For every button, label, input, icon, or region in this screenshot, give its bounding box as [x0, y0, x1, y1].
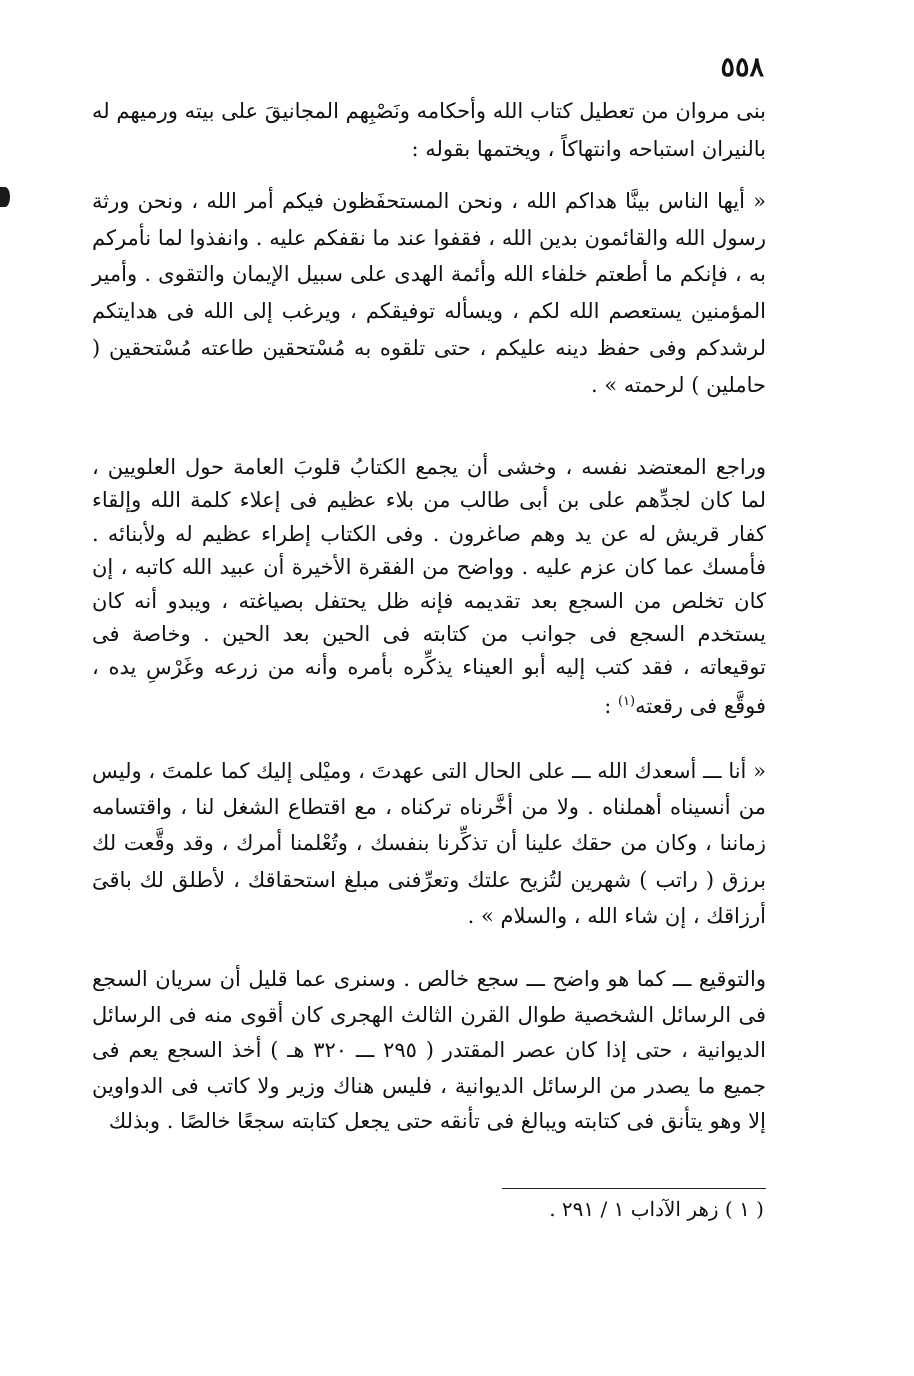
quoted-letter: « أيها الناس بينَّا هداكم الله ، ونحن المستحفَظون فيكم أمر الله ، ونحن ورثة رسول الله والقائمون بدين الله ، فقفوا عند ما نقفكم عليه . وانفذوا لما نأمركم به ، فإنكم ما أطعتم خلفاء الله وأئمة الهدى على سبيل الإيمان والتقوى . وأمير المؤمنين يستعصم الله لكم ، ويسأله توفيقكم ، ويرغب إلى الله فى هدايتكم لرشدكم وفى حفظ دينه عليكم ، حتى تلقوه به مُسْتحقين طاعته مُسْتحقين ( حاملين ) لرحمته » .: [92, 189, 766, 397]
footnote-reference: (١): [617, 693, 636, 709]
paragraph-3-colon: :: [604, 693, 618, 718]
paragraph-3: [92, 451, 766, 723]
footnote: ( ١ ) زهر الآداب ١ / ٢٩١ .: [549, 1197, 764, 1221]
paragraph-1: بنى مروان من تعطيل كتاب الله وأحكامه ونَصْبِهم المجانيقَ على بيته ورميهم له بالنيران استباحه وانتهاكاً ، ويختمها بقوله :: [92, 99, 766, 161]
footnote-divider: [502, 1188, 766, 1189]
paragraph-5: والتوقيع ـــ كما هو واضح ـــ سجع خالص . وسنرى عما قليل أن سريان السجع فى الرسائل الشخصية طوال القرن الثالث الهجرى كان أقوى منه فى الرسائل الديوانية ، حتى إذا كان عصر المقتدر ( ٢٩٥ ـــ ٣٢٠ هـ ) أخذ السجع يعم فى جميع ما يصدر من الرسائل الديوانية ، فليس هناك وزير ولا كاتب فى الدواوين إلا وهو يتأنق فى كتابته ويبالغ فى تأنقه حتى يجعل كتابته سجعًا خالصًا . وبذلك: [92, 967, 766, 1134]
page-number: ٥٥٨: [720, 52, 764, 83]
quoted-tawqi: « أنا ـــ أسعدك الله ـــ على الحال التى عهدتَ ، وميْلى إليك كما علمتَ ، وليس من أنسيناه أهملناه . ولا من أخَّرناه تركناه ، مع اقتطاع الشغل لنا ، واقتسامه زماننا ، وكان من حقك علينا أن تذكِّرنا بنفسك ، وتُعْلمنا أمرك ، وقد وقَّعت لك برزق ( راتب ) شهرين لتُزيح علتك وتعرِّفنى مبلغ استحقاقك ، لأطلق لك باقىَ أرزاقك ، إن شاء الله ، والسلام » .: [92, 759, 766, 928]
scan-ink-mark: [0, 187, 10, 207]
paragraph-3-text: وراجع المعتضد نفسه ، وخشى أن يجمع الكتابُ قلوبَ العامة حول العلويين ، لما كان لجدِّهم على بن أبى طالب من بلاء عظيم فى إعلاء كلمة الله وإلقاء كفار قريش له عن يد وهم صاغرون . وفى الكتاب إطراء عظيم له ولأبنائه . فأمسك عما كان عزم عليه . وواضح من الفقرة الأخيرة أن عبيد الله كاتبه ، إن كان تخلص من السجع بعد تقديمه فإنه ظل يحتفل بصياغته ، ويبدو أنه كان يستخدم السجع فى جوانب من كتابته فى الحين بعد الحين . وخاصة فى توقيعاته ، فقد كتب إليه أبو العيناء يذكِّره بأمره وأنه من زرعه وغَرْسِ يده ، فوقَّع فى رقعته: [92, 455, 766, 718]
